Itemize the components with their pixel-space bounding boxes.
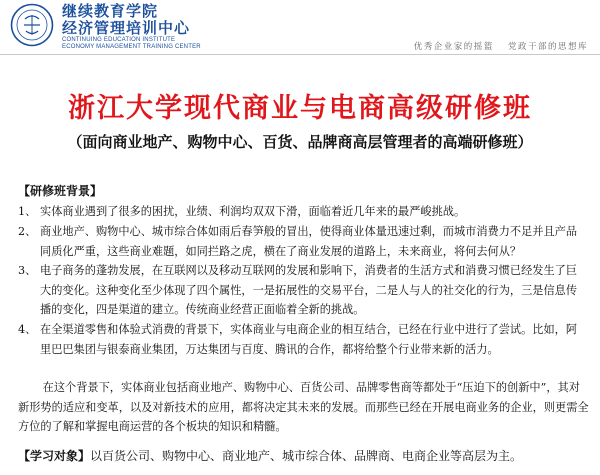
center-name-cn: 经济管理培训中心 — [62, 19, 191, 37]
background-paragraph: 在这个背景下，实体商业包括商业地产、购物中心、百货公司、品牌零售商等都处于“压迫下的创新中”，其对新形势的适应和变革，以及对新技术的应用，都将决定其未来的发展。而那些已经在开展电商业务的企业，则更需全方位的了解和掌握电商运营的各个板块的知识和精髓。 — [18, 381, 589, 434]
item-text: 在全渠道零售和体验式消费的背景下，实体商业与电商企业的相互结合，已经在行业中进行了尝试。比如，阿里巴巴集团与银泰商业集团，万达集团与百度、腾讯的合作，都将给整个行业带来新的活力。 — [40, 323, 578, 356]
institute-name-cn: 继续教育学院 — [62, 2, 159, 20]
brand-block — [62, 3, 201, 51]
slogan-left: 优秀企业家的摇篮 — [413, 42, 494, 52]
background-item — [18, 261, 588, 320]
header-divider — [0, 54, 600, 55]
university-logo — [10, 3, 54, 47]
background-item — [18, 320, 588, 359]
audience-line — [18, 447, 522, 464]
background-heading: 【研修班背景】 — [18, 184, 103, 198]
audience-text: 以百货公司、购物中心、商业地产、城市综合体、品牌商、电商企业等高层为主。 — [90, 449, 523, 463]
background-item — [18, 222, 588, 261]
center-name-en: ECONOMY MANAGEMENT TRAINING CENTER — [62, 44, 201, 50]
zhejiang-university-seal-icon — [10, 3, 54, 47]
item-number: 4、 — [18, 323, 37, 336]
slogan — [404, 40, 588, 52]
item-number: 3、 — [18, 264, 37, 277]
item-number: 2、 — [18, 225, 37, 238]
background-item — [18, 202, 588, 222]
item-text: 商业地产、购物中心、城市综合体如雨后春笋般的冒出，使得商业体量迅速过剩，而城市消费力不足并且产品同质化严重，这些商业难题，如同拦路之虎，横在了商业发展的道路上，未来商业，将何去何从？ — [40, 225, 578, 258]
item-text: 电子商务的蓬勃发展，在互联网以及移动互联网的发展和影响下，消费者的生活方式和消费习惯已经发生了巨大的变化。这种变化至少体现了四个属性，一是拓展性的交易平台，二是人与人的社交化的行为，三是信息传播的变化，四是渠道的建立。传统商业经营正面临着全新的挑战。 — [40, 264, 578, 317]
page-subtitle: （面向商业地产、购物中心、百货、品牌商高层管理者的高端研修班） — [67, 133, 533, 151]
institute-name-en: CONTINUING EDUCATION INSTITUTE — [62, 37, 176, 43]
slogan-right: 党政干部的思想库 — [507, 42, 588, 52]
page-title: 浙江大学现代商业与电商高级研修班 — [68, 93, 532, 124]
audience-heading: 【学习对象】 — [18, 449, 91, 463]
item-text: 实体商业遇到了很多的困扰，业绩、利润均双双下滑，面临着近几年来的最严峻挑战。 — [40, 205, 466, 218]
item-number: 1、 — [18, 205, 37, 218]
